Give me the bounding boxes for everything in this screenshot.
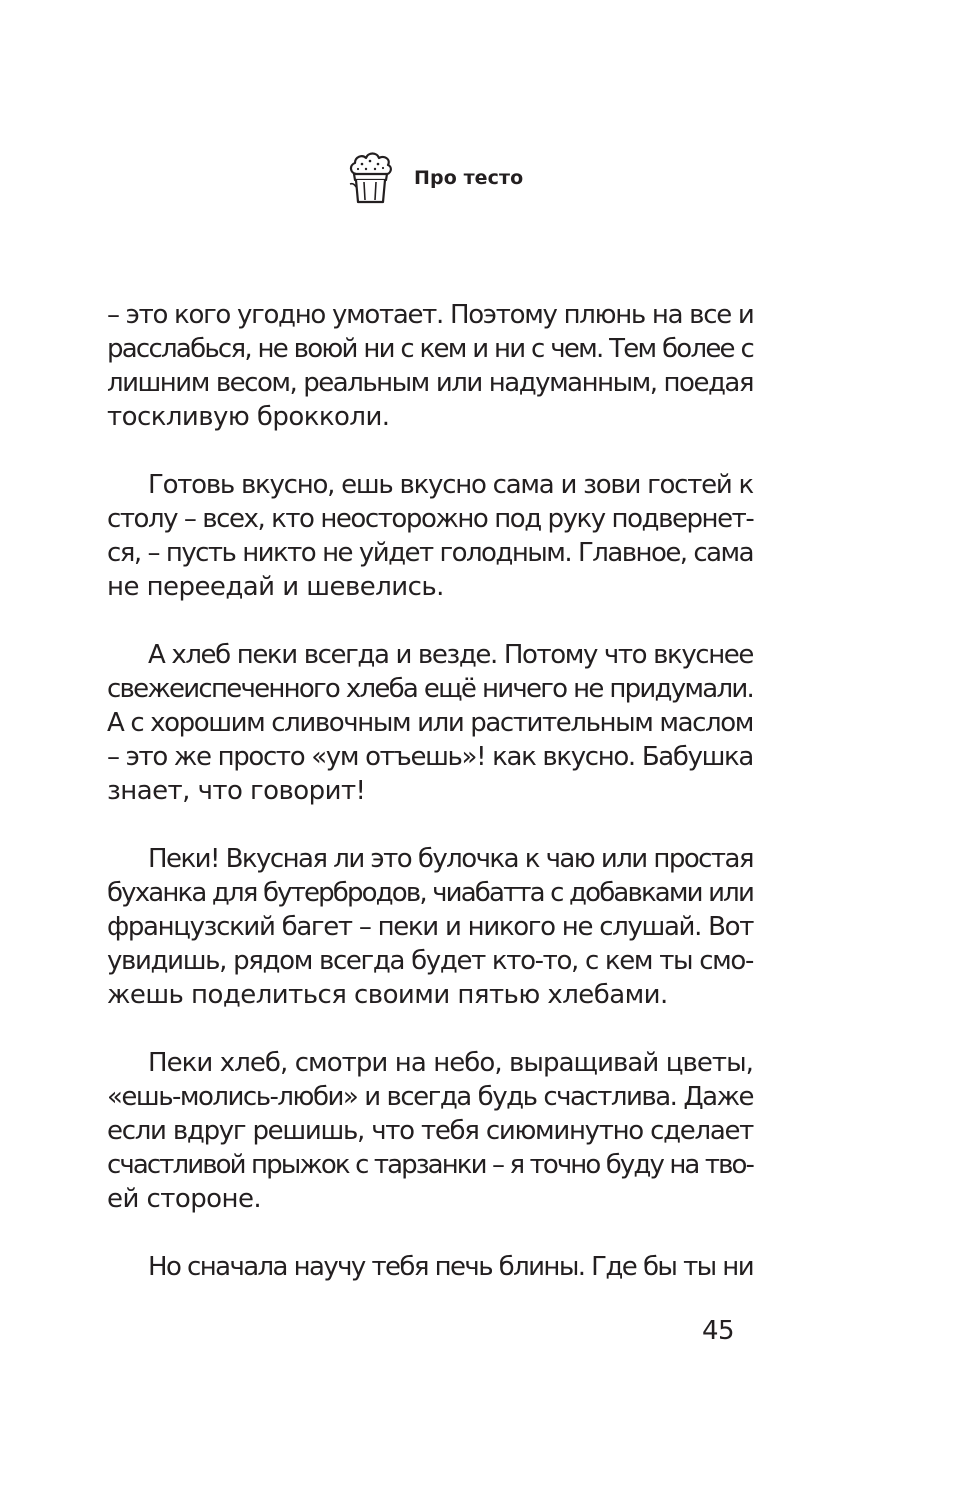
text-line: тоскливую брокколи. — [107, 402, 390, 432]
text-line: ей стороне. — [107, 1184, 262, 1214]
text-line: знает, что говорит! — [107, 776, 366, 806]
body-text — [107, 298, 753, 1318]
text-line: счастливой прыжок с тарзанки – я точно буду на тво- — [107, 1150, 753, 1180]
text-line: увидишь, рядом всегда будет кто-то, с кем ты смо- — [107, 946, 753, 976]
running-header — [346, 150, 523, 206]
text-line: жешь поделиться своими пятью хлебами. — [107, 980, 668, 1010]
text-line: ся, – пусть никто не уйдет голодным. Главное, сама — [107, 538, 753, 568]
paragraph — [107, 638, 753, 808]
paragraph — [107, 298, 753, 434]
text-line: буханка для бутербродов, чиабатта с добавками или — [107, 878, 753, 908]
paragraph — [107, 1250, 753, 1284]
text-line: А с хорошим сливочным или растительным маслом — [107, 708, 753, 738]
header-title: Про тесто — [414, 167, 524, 189]
text-line: «ешь-молись-люби» и всегда будь счастлива. Даже — [107, 1082, 753, 1112]
text-line: если вдруг решишь, что тебя сиюминутно сделает — [107, 1116, 753, 1146]
text-line: свежеиспеченного хлеба ещё ничего не придумали. — [107, 674, 753, 704]
paragraph — [107, 842, 753, 1012]
text-line: Но сначала научу тебя печь блины. Где бы ты ни — [148, 1252, 753, 1282]
chef-hat-icon — [346, 150, 394, 206]
text-line: столу – всех, кто неосторожно под руку подвернет- — [107, 504, 754, 534]
text-line: лишним весом, реальным или надуманным, поедая — [107, 368, 753, 398]
text-line: Пеки хлеб, смотри на небо, выращивай цветы, — [148, 1048, 753, 1078]
paragraph — [107, 468, 753, 604]
text-line: – это кого угодно умотает. Поэтому плюнь на все и — [107, 300, 754, 330]
text-line: – это же просто «ум отъешь»! как вкусно. Бабушка — [107, 742, 753, 772]
text-line: расслабься, не воюй ни с кем и ни с чем. Тем более с — [107, 334, 753, 364]
text-line: А хлеб пеки всегда и везде. Потому что вкуснее — [148, 640, 753, 670]
text-line: не переедай и шевелись. — [107, 572, 444, 602]
paragraph — [107, 1046, 753, 1216]
text-line: Пеки! Вкусная ли это булочка к чаю или простая — [148, 844, 753, 874]
page-number: 45 — [702, 1316, 735, 1346]
text-line: французский багет – пеки и никого не слушай. Вот — [107, 912, 753, 942]
text-line: Готовь вкусно, ешь вкусно сама и зови гостей к — [148, 470, 753, 500]
